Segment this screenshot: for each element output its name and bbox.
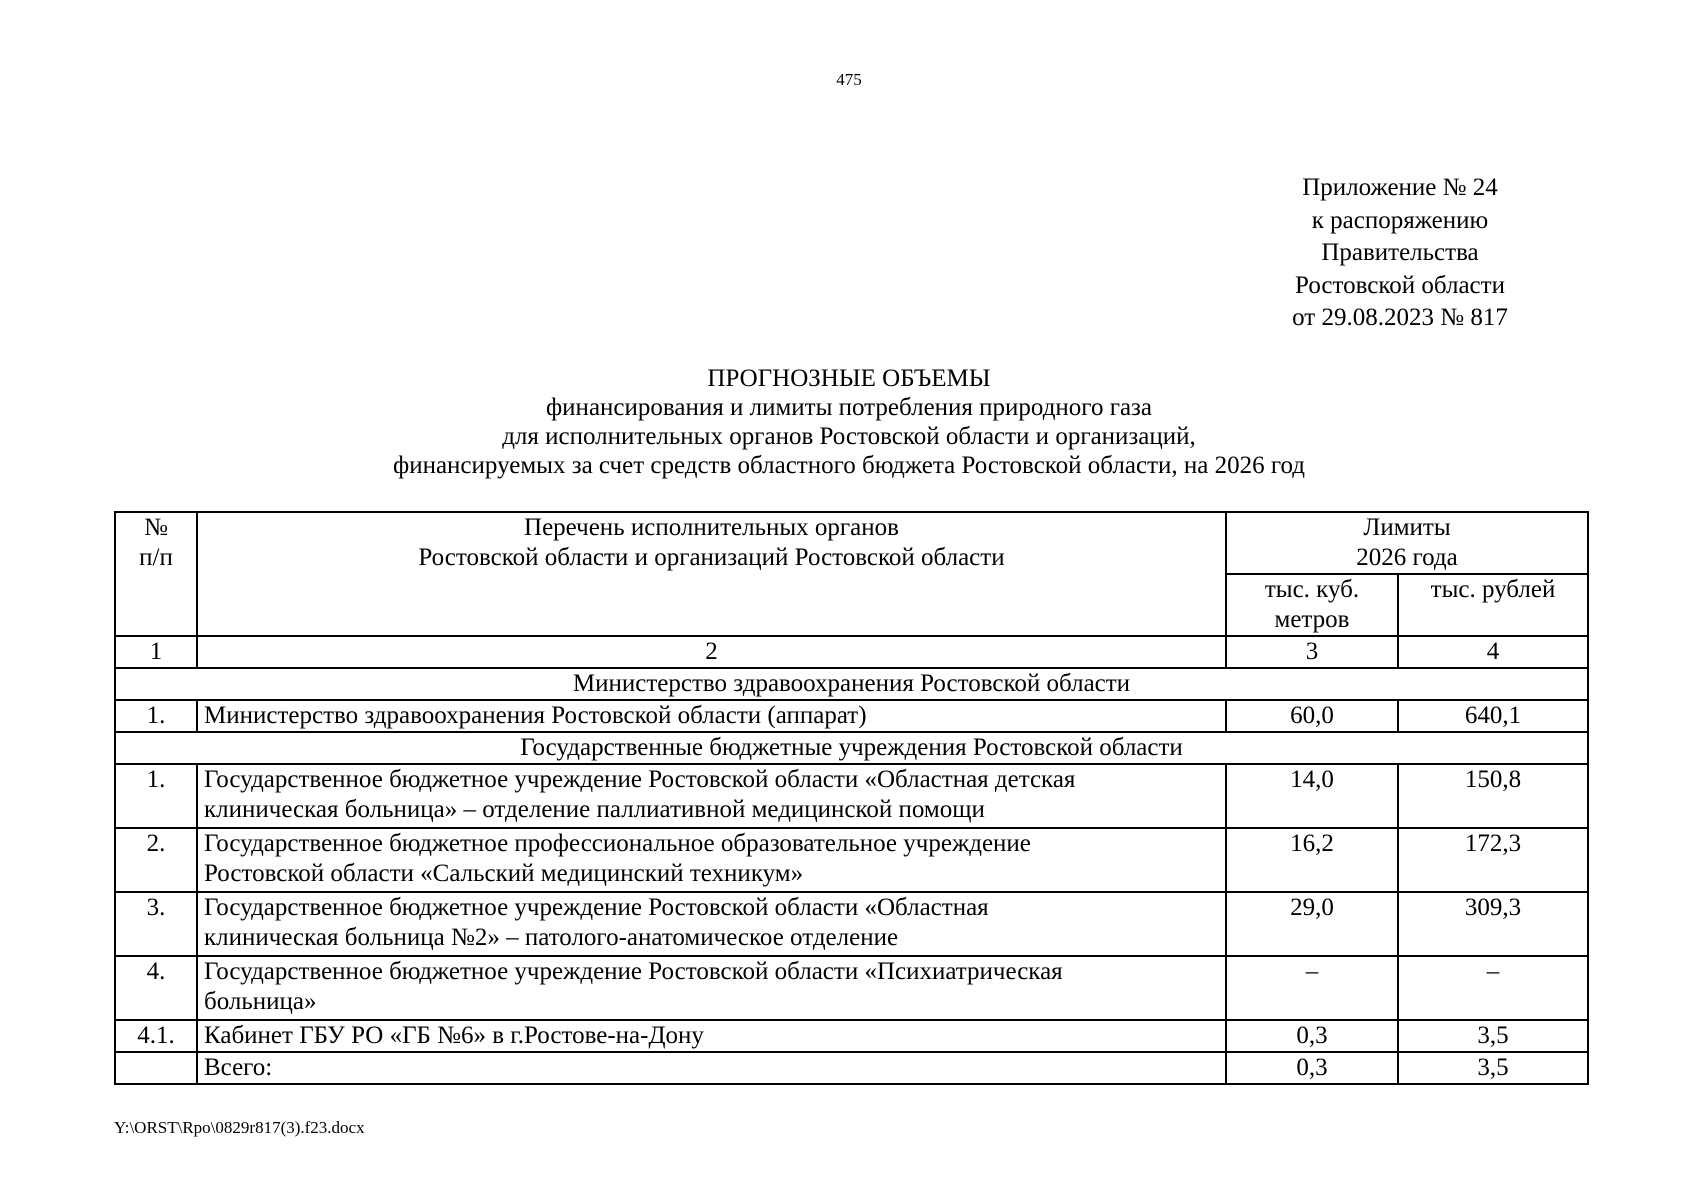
row-num: 2. bbox=[115, 828, 197, 892]
row-volume: 29,0 bbox=[1226, 892, 1398, 956]
header-limits: Лимиты 2026 года bbox=[1226, 512, 1588, 574]
row-name: Государственное бюджетное учреждение Ростовской области «Областная детская клиническая больница» – отделение паллиативной медицинской помощи bbox=[197, 764, 1226, 828]
total-label: Всего: bbox=[197, 1052, 1226, 1084]
column-number: 4 bbox=[1398, 636, 1588, 668]
row-volume: 60,0 bbox=[1226, 700, 1398, 732]
total-row bbox=[115, 1052, 1588, 1084]
row-num: 1. bbox=[115, 764, 197, 828]
column-number: 1 bbox=[115, 636, 197, 668]
table-row bbox=[115, 700, 1588, 732]
row-rubles: – bbox=[1398, 956, 1588, 1020]
table-row bbox=[115, 892, 1588, 956]
table-row bbox=[115, 1020, 1588, 1052]
footer-file-path: Y:\ORST\Rpo\0829r817(3).f23.docx bbox=[114, 1118, 365, 1137]
section-title: Государственные бюджетные учреждения Ростовской области bbox=[115, 732, 1588, 764]
total-rubles: 3,5 bbox=[1398, 1052, 1588, 1084]
title-line: финансируемых за счет средств областного бюджета Ростовской области, на 2026 год bbox=[393, 452, 1305, 479]
row-num: 4.1. bbox=[115, 1020, 197, 1052]
header-volume: тыс. куб. метров bbox=[1226, 574, 1398, 636]
row-volume: 0,3 bbox=[1226, 1020, 1398, 1052]
appendix-line: Ростовской области bbox=[1295, 271, 1505, 299]
title-line: финансирования и лимиты потребления природного газа bbox=[545, 394, 1153, 421]
column-numbers-row bbox=[115, 636, 1588, 668]
table-row bbox=[115, 956, 1588, 1020]
appendix-block bbox=[1240, 172, 1560, 335]
appendix-line: Приложение № 24 bbox=[1302, 174, 1498, 201]
row-rubles: 309,3 bbox=[1398, 892, 1588, 956]
section-row bbox=[115, 732, 1588, 764]
row-name: Государственное бюджетное учреждение Ростовской области «Областная клиническая больница №2» – патолого-анатомическое отделение bbox=[197, 892, 1226, 956]
column-number: 2 bbox=[197, 636, 1226, 668]
page-number: 475 bbox=[836, 70, 862, 89]
total-volume: 0,3 bbox=[1226, 1052, 1398, 1084]
row-rubles: 3,5 bbox=[1398, 1020, 1588, 1052]
appendix-line: Правительства bbox=[1321, 239, 1479, 266]
row-num: 4. bbox=[115, 956, 197, 1020]
row-volume: 16,2 bbox=[1226, 828, 1398, 892]
header-rubles: тыс. рублей bbox=[1398, 574, 1588, 636]
table-row bbox=[115, 828, 1588, 892]
row-name: Министерство здравоохранения Ростовской области (аппарат) bbox=[197, 700, 1226, 732]
row-volume: – bbox=[1226, 956, 1398, 1020]
section-title: Министерство здравоохранения Ростовской области bbox=[115, 668, 1588, 700]
header-name: Перечень исполнительных органов Ростовской области и организаций Ростовской области bbox=[197, 512, 1226, 636]
row-name: Государственное бюджетное учреждение Ростовской области «Психиатрическая больница» bbox=[197, 956, 1226, 1020]
row-rubles: 640,1 bbox=[1398, 700, 1588, 732]
table-header-row bbox=[115, 512, 1588, 574]
row-num bbox=[115, 1052, 197, 1084]
row-rubles: 172,3 bbox=[1398, 828, 1588, 892]
row-num: 3. bbox=[115, 892, 197, 956]
row-rubles: 150,8 bbox=[1398, 764, 1588, 828]
header-num: № п/п bbox=[115, 512, 197, 636]
row-name: Кабинет ГБУ РО «ГБ №6» в г.Ростове-на-Дону bbox=[197, 1020, 1226, 1052]
row-name: Государственное бюджетное профессиональное образовательное учреждение Ростовской области «Сальский медицинский техникум» bbox=[197, 828, 1226, 892]
row-volume: 14,0 bbox=[1226, 764, 1398, 828]
document-title bbox=[0, 364, 1698, 480]
row-num: 1. bbox=[115, 700, 197, 732]
column-number: 3 bbox=[1226, 636, 1398, 668]
appendix-line: от 29.08.2023 № 817 bbox=[1292, 304, 1508, 331]
title-line: для исполнительных органов Ростовской области и организаций, bbox=[502, 423, 1196, 450]
appendix-line: к распоряжению bbox=[1311, 206, 1489, 234]
title-heading: ПРОГНОЗНЫЕ ОБЪЕМЫ bbox=[707, 365, 991, 392]
table-row bbox=[115, 764, 1588, 828]
section-row bbox=[115, 668, 1588, 700]
limits-table bbox=[114, 511, 1589, 1085]
